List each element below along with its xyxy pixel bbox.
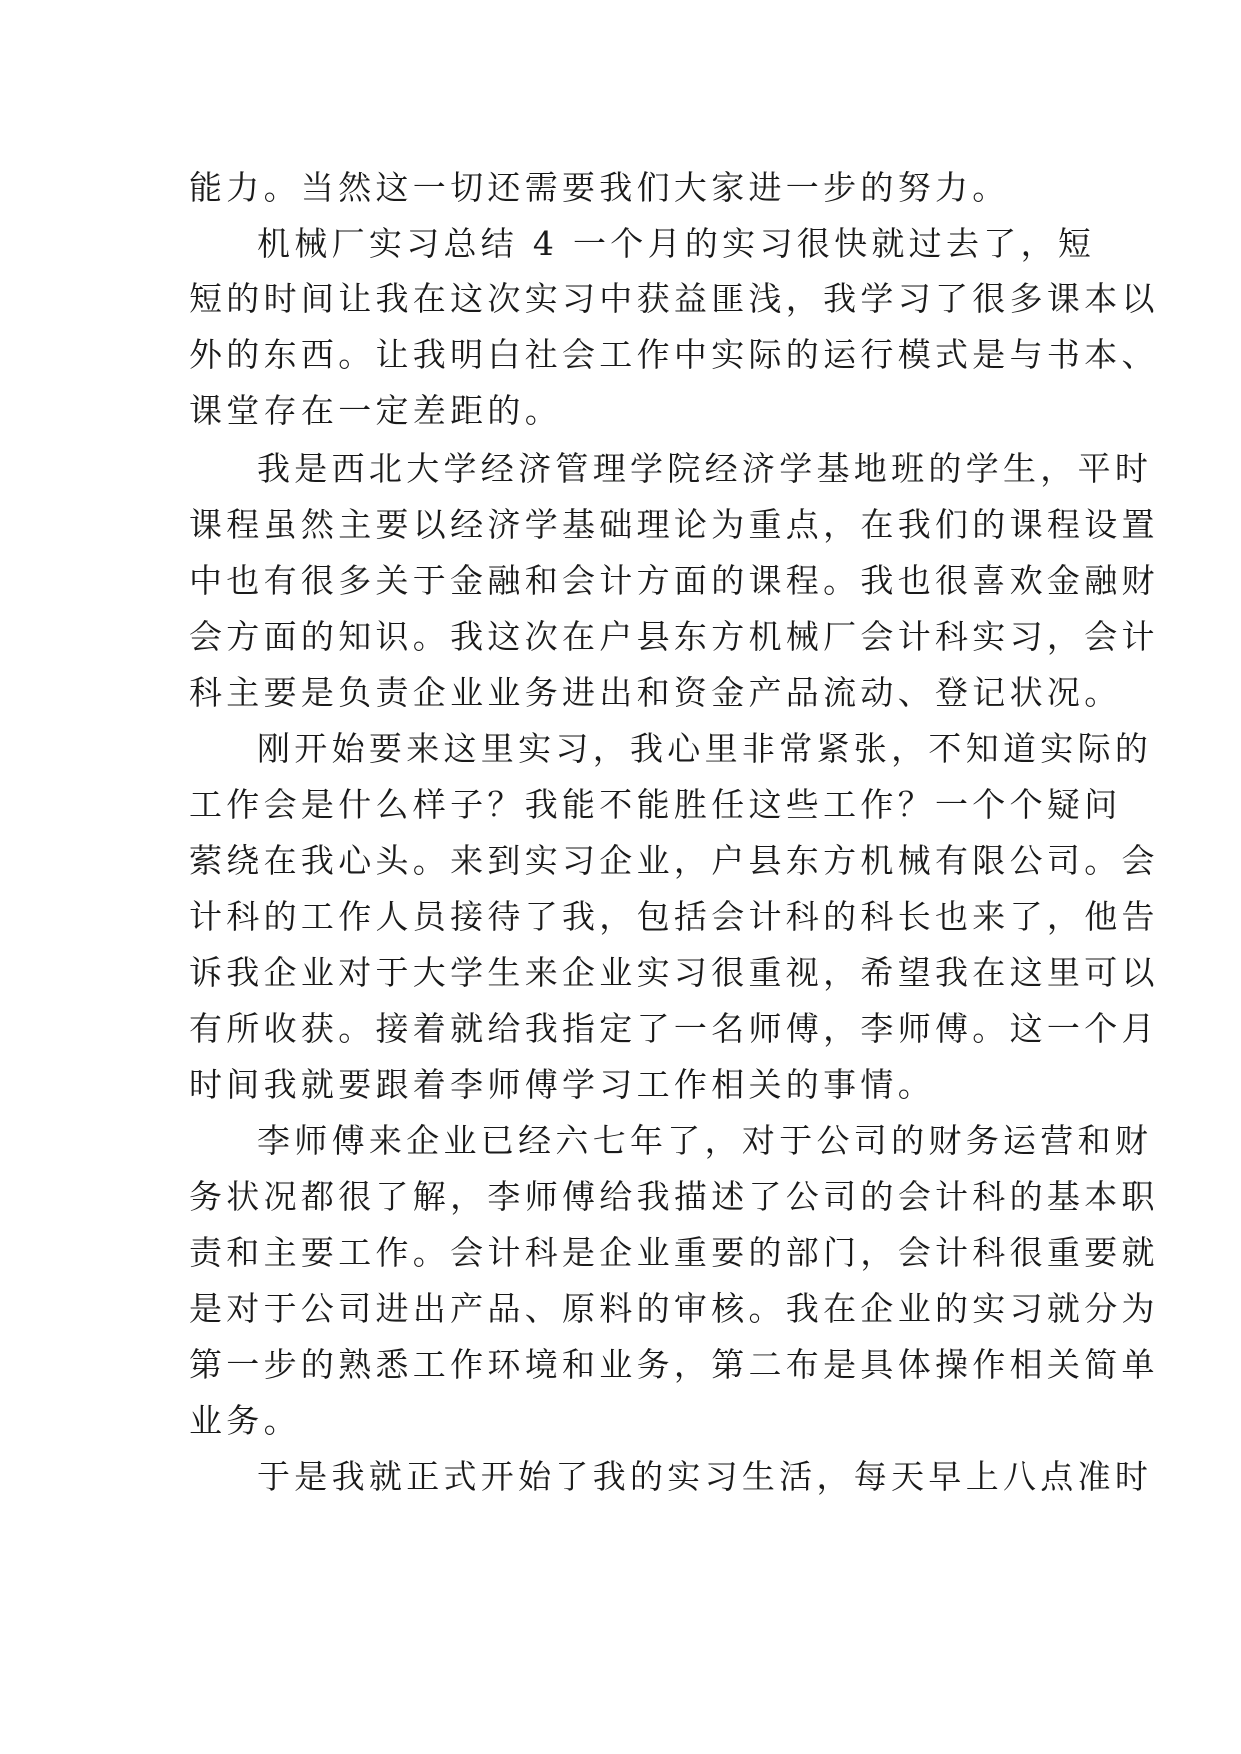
text-line: 我是西北大学经济管理学院经济学基地班的学生，平时 [257,449,1153,488]
text-line: 务状况都很了解，李师傅给我描述了公司的会计科的基本职 [189,1177,1159,1216]
text-line: 会方面的知识。我这次在户县东方机械厂会计科实习，会计 [189,617,1159,656]
text-line: 外的东西。让我明白社会工作中实际的运行模式是与书本、 [189,335,1159,374]
text-line: 课堂存在一定差距的。 [189,391,562,430]
text-line: 业务。 [189,1401,301,1440]
text-line: 于是我就正式开始了我的实习生活，每天早上八点准时 [257,1457,1153,1496]
text-line: 短的时间让我在这次实习中获益匪浅，我学习了很多课本以 [189,279,1159,318]
text-line: 萦绕在我心头。来到实习企业，户县东方机械有限公司。会 [189,841,1159,880]
text-line: 计科的工作人员接待了我，包括会计科的科长也来了，他告 [189,897,1159,936]
text-line: 刚开始要来这里实习，我心里非常紧张，不知道实际的 [257,729,1153,768]
text-line: 第一步的熟悉工作环境和业务，第二布是具体操作相关简单 [189,1345,1159,1384]
text-line: 中也有很多关于金融和会计方面的课程。我也很喜欢金融财 [189,561,1159,600]
text-line: 李师傅来企业已经六七年了，对于公司的财务运营和财 [257,1121,1153,1160]
text-line: 科主要是负责企业业务进出和资金产品流动、登记状况。 [189,673,1122,712]
text-line: 工作会是什么样子？我能不能胜任这些工作？一个个疑问 [189,785,1122,824]
text-line: 有所收获。接着就给我指定了一名师傅，李师傅。这一个月 [189,1009,1159,1048]
text-line: 是对于公司进出产品、原料的审核。我在企业的实习就分为 [189,1289,1159,1328]
text-line: 课程虽然主要以经济学基础理论为重点，在我们的课程设置 [189,505,1159,544]
text-line: 责和主要工作。会计科是企业重要的部门，会计科很重要就 [189,1233,1159,1272]
text-line: 诉我企业对于大学生来企业实习很重视，希望我在这里可以 [189,953,1159,992]
text-line: 时间我就要跟着李师傅学习工作相关的事情。 [189,1065,935,1104]
text-line: 机械厂实习总结 4 一个月的实习很快就过去了，短 [257,224,1096,263]
text-line: 能力。当然这一切还需要我们大家进一步的努力。 [189,168,1010,207]
